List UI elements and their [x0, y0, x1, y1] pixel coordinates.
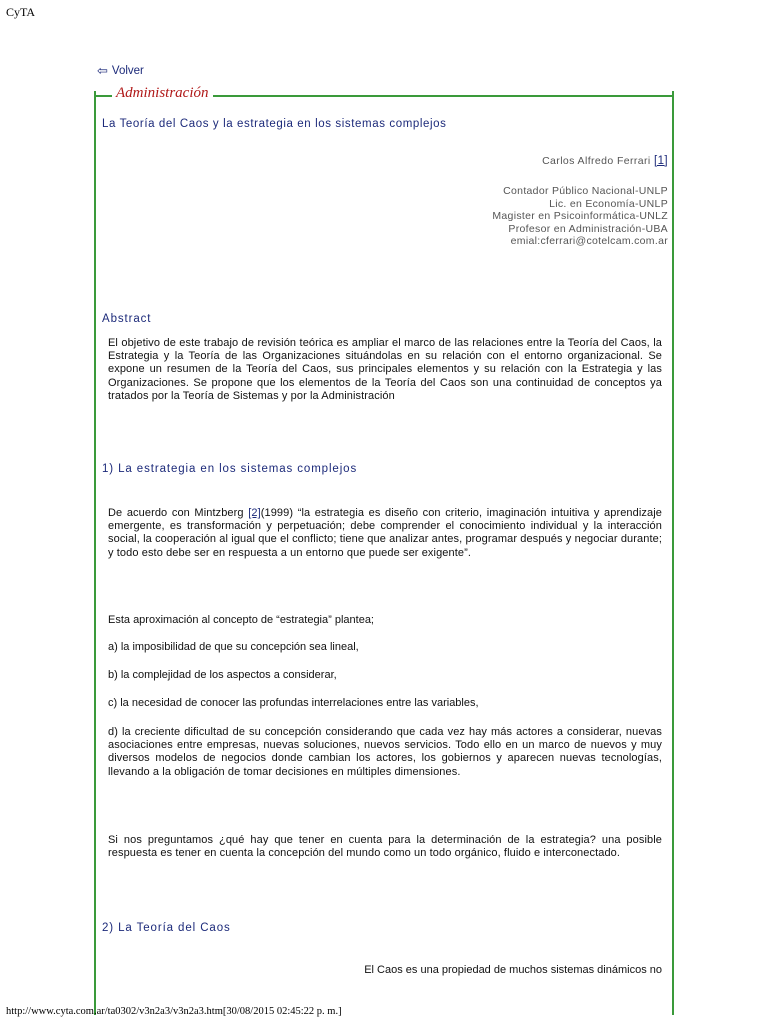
back-arrow-icon: ⇦: [97, 63, 108, 78]
author-footnote-link[interactable]: [1]: [654, 155, 668, 167]
section1-intro-pre: De acuerdo con Mintzberg: [108, 507, 249, 519]
list-item-a: a) la imposibilidad de que su concepción sea lineal,: [108, 641, 359, 653]
list-item-d: d) la creciente dificultad de su concepción considerando que cada vez hay más actores a considerar, nuevas asociaciones entre empresas, nuevas soluciones, nuevos servicios. Todo ello en un marco de nuevos y muy diversos modelos de negocios donde cambian los actores, los gobiernos y aparecen nuevas tecnologías, llevando a la obligación de tomar decisiones en múltiples dimensiones.: [108, 726, 662, 778]
section1-question: Si nos preguntamos ¿qué hay que tener en cuenta para la determinación de la estrategia? una posible respuesta es tener en cuenta la concepción del mundo como un todo orgánico, fluido e interconectado.: [108, 834, 662, 860]
section1-intro-post: (1999) “la estrategia es diseño con criterio, imaginación intuitiva y aprendizaje emergente, es transformación y perpetuación; debe comprender el conocimiento individual y la interacción social, la cooperación al igual que el conflicto; tiene que analizar antes, programar después y negociar durante; y todo esto debe ser en respuesta a un entorno que puede ser exigente”.: [108, 507, 662, 559]
mintzberg-footnote-link[interactable]: [2]: [248, 507, 261, 519]
credential-line: Lic. en Economía-UNLP: [549, 197, 668, 210]
author-name: Carlos Alfredo Ferrari: [542, 155, 651, 167]
credential-line: Contador Público Nacional-UNLP: [503, 185, 668, 197]
credential-line: Profesor en Administración-UBA: [508, 222, 668, 235]
back-link[interactable]: [97, 63, 144, 79]
section1-heading: 1) La estrategia en los sistemas complejos: [102, 463, 358, 475]
frame-tick-left: [94, 91, 96, 97]
frame-tick-right: [672, 91, 674, 97]
abstract-text: El objetivo de este trabajo de revisión teórica es ampliar el marco de las relaciones entre la Teoría del Caos, la Estrategia y la Teoría de las Organizaciones situándolas en su relación con el entorno organizacional. Se expone un resumen de la Teoría del Caos, sus principales elementos y su relación con la Estrategia y las Organizaciones. Se propone que los elementos de la Teoría del Caos son una continuidad de conceptos ya tratados por la Teoría de Sistemas y por la Administración: [108, 337, 662, 402]
author-line: [542, 155, 668, 167]
list-item-b: b) la complejidad de los aspectos a considerar,: [108, 669, 337, 681]
print-header: CyTA: [6, 5, 36, 19]
list-intro: Esta aproximación al concepto de “estrategia” plantea;: [108, 614, 374, 626]
credential-line: Magister en Psicoinformática-UNLZ: [492, 210, 668, 223]
back-link-label: Volver: [111, 65, 144, 77]
print-footer: http://www.cyta.com.ar/ta0302/v3n2a3/v3n2a3.htm[30/08/2015 02:45:22 p. m.]: [6, 1006, 342, 1017]
section2-heading: 2) La Teoría del Caos: [102, 922, 231, 934]
section2-first-line: El Caos es una propiedad de muchos sistemas dinámicos no: [364, 964, 662, 976]
section1-intro: [108, 507, 662, 560]
article-title: La Teoría del Caos y la estrategia en los sistemas complejos: [102, 118, 447, 130]
list-item-c: c) la necesidad de conocer las profundas interrelaciones entre las variables,: [108, 697, 479, 709]
credential-email: emial:cferrari@cotelcam.com.ar: [510, 235, 668, 248]
section-label: Administración: [112, 85, 213, 102]
author-credentials: [492, 185, 668, 248]
abstract-heading: Abstract: [102, 313, 152, 325]
